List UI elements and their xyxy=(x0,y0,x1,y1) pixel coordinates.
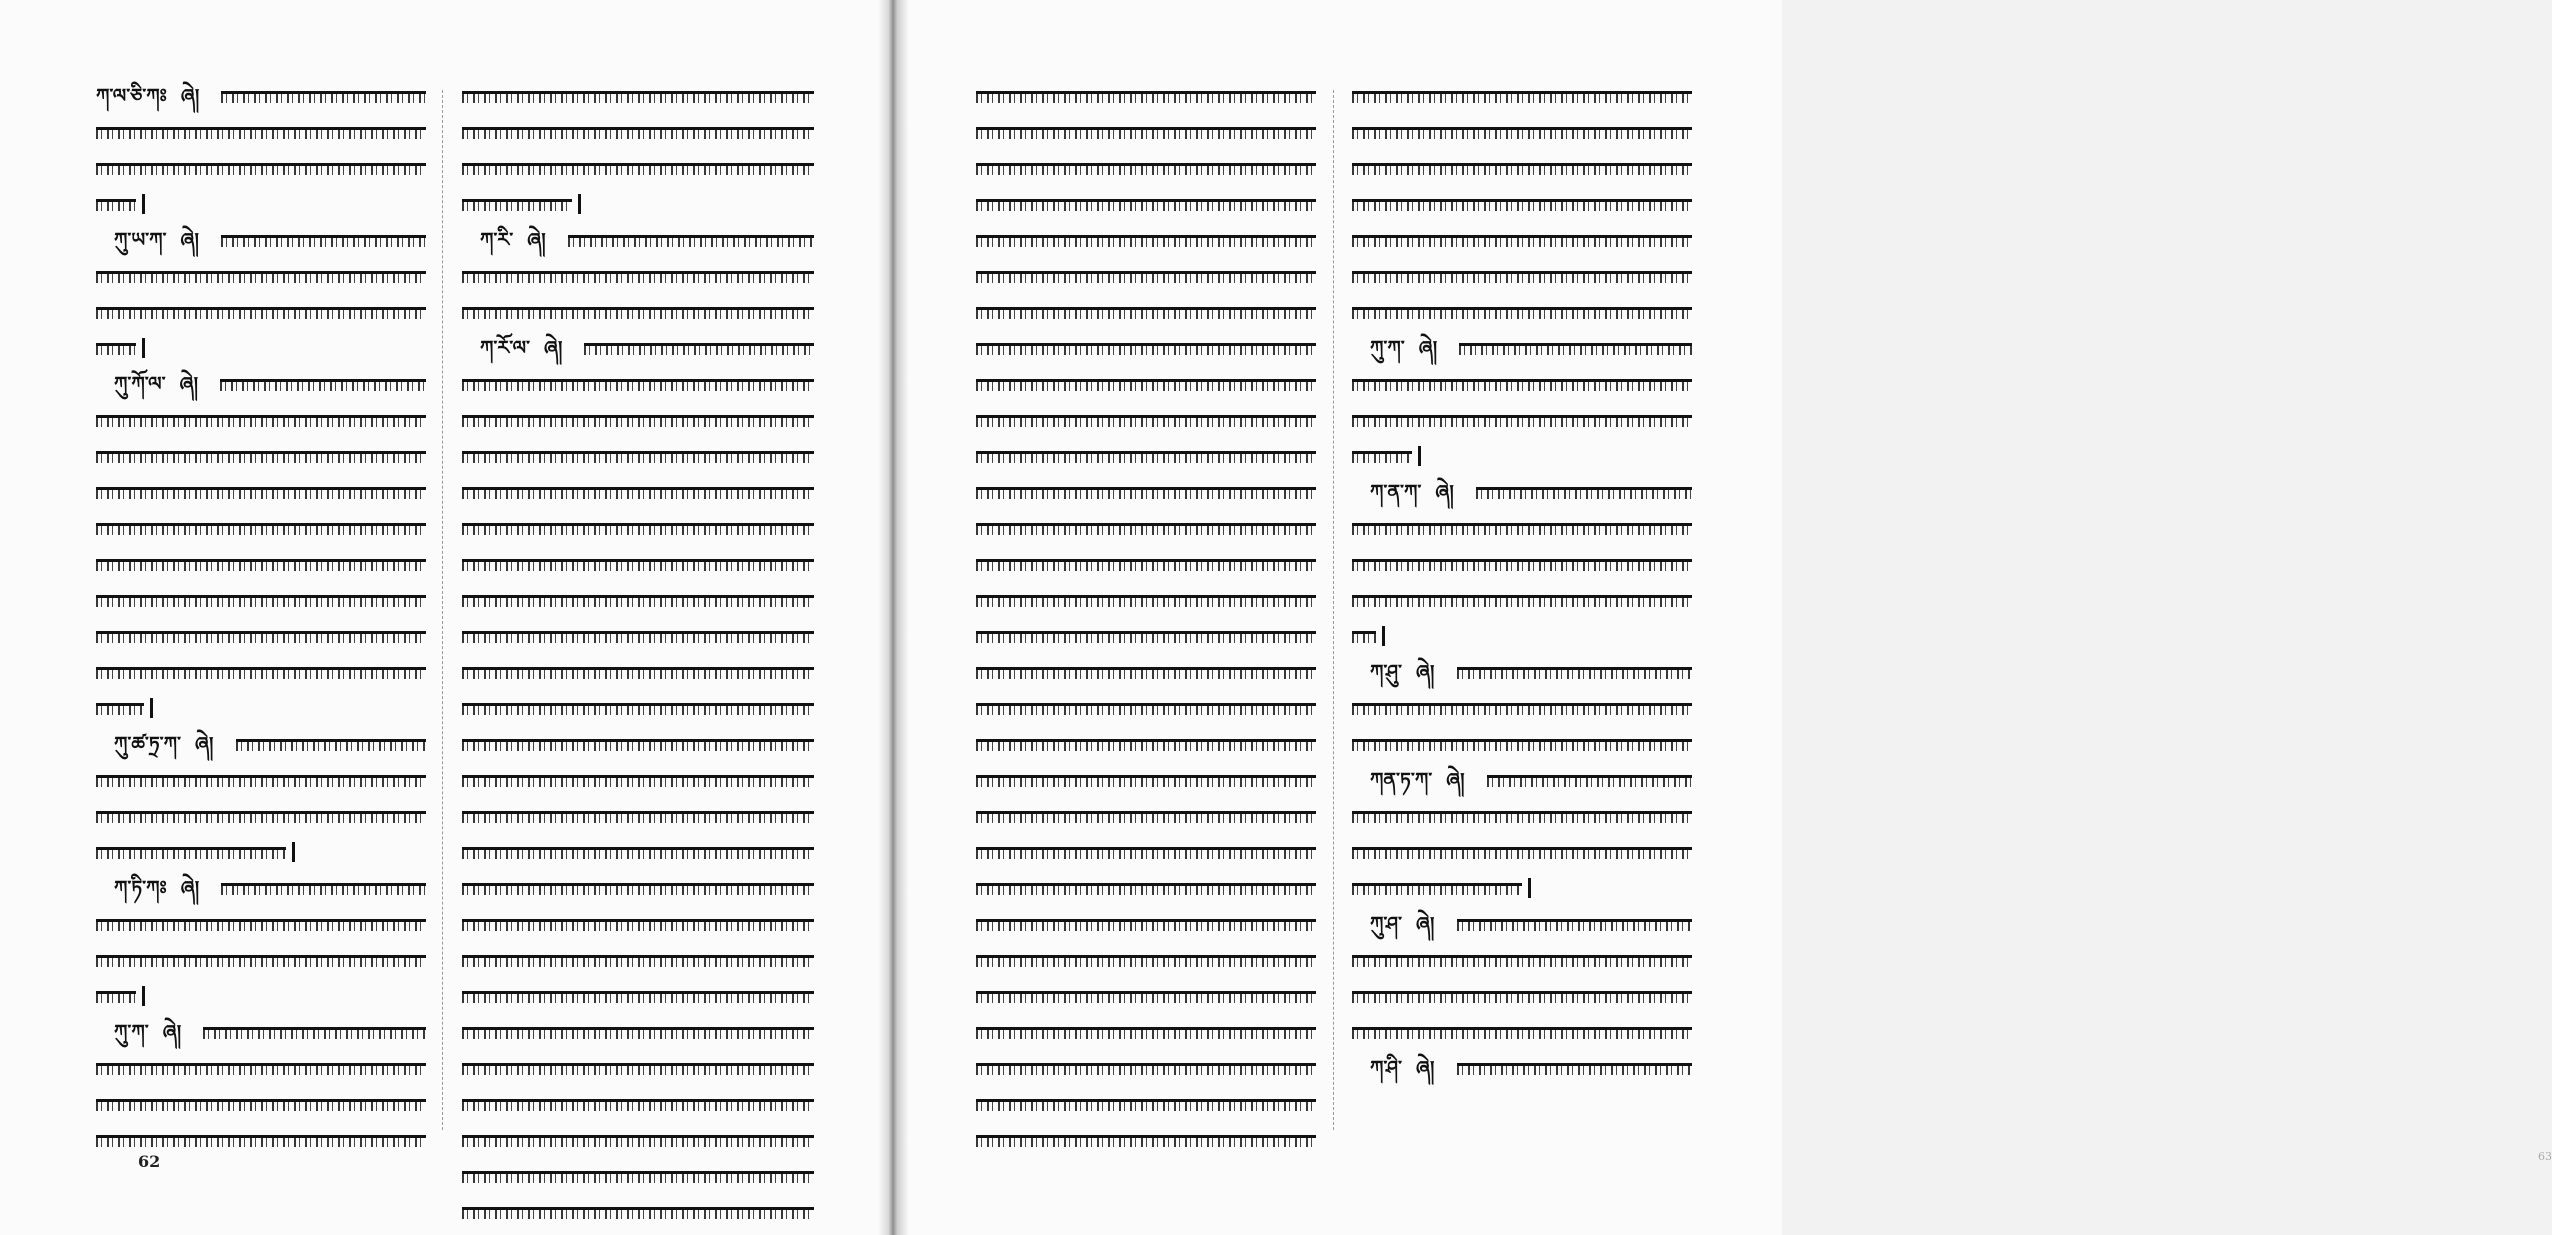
tibetan-text-line xyxy=(1457,663,1693,681)
tibetan-text-line xyxy=(96,1059,426,1077)
entry-marker: ཞེ། xyxy=(179,372,199,396)
tibetan-text-line xyxy=(1352,807,1692,825)
tibetan-text-line xyxy=(976,1095,1316,1113)
tibetan-text-line xyxy=(96,411,426,429)
entry-headword: ཀ་ན་ཀ་ xyxy=(1370,481,1422,503)
tibetan-text-line xyxy=(96,843,286,861)
tibetan-text-line xyxy=(462,699,814,717)
tibetan-text-line xyxy=(96,483,426,501)
tibetan-text-line xyxy=(462,879,814,897)
entry-headword: ཀུ་ཚ་ཏྲ་ཀ་ xyxy=(114,733,182,755)
book-gutter xyxy=(878,0,908,1235)
tibetan-text-line xyxy=(976,483,1316,501)
tibetan-text-line xyxy=(1352,231,1692,249)
tibetan-text-line xyxy=(1352,123,1692,141)
entry-marker: ཞེ། xyxy=(1435,480,1454,504)
tibetan-text-line xyxy=(96,627,426,645)
tibetan-text-line xyxy=(976,123,1316,141)
entry-line xyxy=(462,330,814,366)
tibetan-text-line xyxy=(462,771,814,789)
tibetan-text-line xyxy=(1352,555,1692,573)
entry-marker: ཞེ། xyxy=(180,84,200,108)
column-divider xyxy=(1333,90,1334,1130)
tibetan-text-line xyxy=(96,771,426,789)
tibetan-text-line xyxy=(96,519,426,537)
tibetan-text-line xyxy=(462,951,814,969)
entry-line xyxy=(96,222,426,258)
entry-headword: ཀུ་ཀ་ xyxy=(1370,337,1405,359)
tibetan-text-line xyxy=(976,267,1316,285)
tibetan-text-line xyxy=(976,699,1316,717)
entry-marker: ཞེ། xyxy=(527,228,546,252)
entry-headword: ཀུ་ཤ་ xyxy=(1370,913,1403,935)
tibetan-text-line xyxy=(462,267,814,285)
entry-line xyxy=(1352,330,1692,366)
tibetan-text-line xyxy=(462,1167,814,1185)
tibetan-text-line xyxy=(1476,483,1692,501)
tibetan-text-line xyxy=(221,87,426,105)
tibetan-text-line xyxy=(1457,915,1693,933)
tibetan-text-line xyxy=(462,735,814,753)
tibetan-text-line xyxy=(976,447,1316,465)
tibetan-text-line xyxy=(96,915,426,933)
tibetan-text-line xyxy=(1352,951,1692,969)
tibetan-text-line xyxy=(462,483,814,501)
tibetan-text-line xyxy=(584,339,814,357)
tibetan-text-line xyxy=(462,1203,814,1221)
entry-headword: ཀ་ལ་ཅི་ཀཿ xyxy=(96,85,167,107)
entry-marker: ཞེ། xyxy=(1418,336,1438,360)
tibetan-text-line xyxy=(976,627,1316,645)
left-column-a xyxy=(96,78,426,1158)
tibetan-text-line xyxy=(1352,447,1412,465)
tibetan-text-line xyxy=(976,663,1316,681)
tibetan-text-line xyxy=(976,591,1316,609)
tibetan-text-line xyxy=(96,663,426,681)
tibetan-text-line xyxy=(462,1059,814,1077)
page-number: 63 xyxy=(2538,1150,2552,1163)
entry-line xyxy=(1352,1050,1692,1086)
tibetan-text-line xyxy=(976,231,1316,249)
tibetan-text-line xyxy=(976,843,1316,861)
tibetan-text-line xyxy=(221,879,426,897)
tibetan-text-line xyxy=(462,195,572,213)
tibetan-text-line xyxy=(96,951,426,969)
tibetan-text-line xyxy=(976,987,1316,1005)
tibetan-text-line xyxy=(1352,267,1692,285)
tibetan-text-line xyxy=(1352,843,1692,861)
tibetan-text-line xyxy=(976,771,1316,789)
entry-headword: ཀུ་ཡ་ཀ་ xyxy=(114,229,167,251)
tibetan-text-line xyxy=(976,339,1316,357)
tibetan-text-line xyxy=(1352,735,1692,753)
tibetan-text-line xyxy=(96,447,426,465)
tibetan-text-line xyxy=(96,267,426,285)
tibetan-text-line xyxy=(1352,87,1692,105)
tibetan-text-line xyxy=(976,195,1316,213)
entry-marker: ཞེ། xyxy=(195,732,214,756)
tibetan-text-line xyxy=(976,375,1316,393)
tibetan-text-line xyxy=(462,447,814,465)
tibetan-text-line xyxy=(568,231,814,249)
entry-marker: ཞེ། xyxy=(162,1020,182,1044)
tibetan-text-line xyxy=(462,843,814,861)
tibetan-text-line xyxy=(96,1095,426,1113)
tibetan-text-line xyxy=(96,339,136,357)
tibetan-text-line xyxy=(1352,411,1692,429)
tibetan-text-line xyxy=(96,123,426,141)
tibetan-text-line xyxy=(976,519,1316,537)
left-column-b xyxy=(462,78,814,1158)
tibetan-text-line xyxy=(1352,699,1692,717)
entry-marker: ཞེ། xyxy=(544,336,563,360)
tibetan-text-line xyxy=(462,411,814,429)
tibetan-text-line xyxy=(1459,339,1692,357)
entry-headword: ཀ་རོ་ལ་ xyxy=(480,337,531,359)
tibetan-text-line xyxy=(462,591,814,609)
entry-line xyxy=(96,78,426,114)
tibetan-text-line xyxy=(1352,1023,1692,1041)
tibetan-text-line xyxy=(462,627,814,645)
entry-line xyxy=(462,222,814,258)
tibetan-text-line xyxy=(1352,195,1692,213)
entry-line xyxy=(1352,762,1692,798)
entry-marker: ཞེ། xyxy=(1446,768,1465,792)
tibetan-text-line xyxy=(96,987,136,1005)
tibetan-text-line xyxy=(976,411,1316,429)
tibetan-text-line xyxy=(221,231,426,249)
tibetan-text-line xyxy=(976,159,1316,177)
entry-line xyxy=(1352,474,1692,510)
tibetan-text-line xyxy=(976,951,1316,969)
tibetan-text-line xyxy=(1352,375,1692,393)
tibetan-text-line xyxy=(976,303,1316,321)
tibetan-text-line xyxy=(976,879,1316,897)
right-column-b xyxy=(1352,78,1692,1158)
column-divider xyxy=(442,90,443,1130)
tibetan-text-line xyxy=(462,87,814,105)
tibetan-text-line xyxy=(976,1023,1316,1041)
tibetan-text-line xyxy=(96,807,426,825)
entry-line xyxy=(96,726,426,762)
entry-marker: ཞེ། xyxy=(1416,1056,1435,1080)
tibetan-text-line xyxy=(462,1095,814,1113)
tibetan-text-line xyxy=(976,735,1316,753)
tibetan-text-line xyxy=(976,87,1316,105)
entry-marker: ཞེ། xyxy=(1416,912,1435,936)
tibetan-text-line xyxy=(462,663,814,681)
tibetan-text-line xyxy=(976,915,1316,933)
entry-line xyxy=(96,366,426,402)
entry-headword: ཀན་ཏ་ཀ་ xyxy=(1370,769,1433,791)
tibetan-text-line xyxy=(220,375,426,393)
entry-headword: ཀ་ཤི་ xyxy=(1370,1057,1403,1079)
tibetan-text-line xyxy=(976,555,1316,573)
entry-marker: ཞེ། xyxy=(1416,660,1435,684)
tibetan-text-line xyxy=(976,807,1316,825)
tibetan-text-line xyxy=(203,1023,426,1041)
tibetan-text-line xyxy=(462,303,814,321)
entry-headword: ཀུ་ཀོ་ལ་ xyxy=(114,373,166,395)
tibetan-text-line xyxy=(1352,627,1376,645)
tibetan-text-line xyxy=(1352,591,1692,609)
tibetan-text-line xyxy=(1352,879,1522,897)
tibetan-text-line xyxy=(462,1023,814,1041)
tibetan-text-line xyxy=(462,555,814,573)
tibetan-text-line xyxy=(462,915,814,933)
tibetan-text-line xyxy=(96,1131,426,1149)
entry-line xyxy=(1352,654,1692,690)
tibetan-text-line xyxy=(236,735,427,753)
tibetan-text-line xyxy=(1487,771,1692,789)
tibetan-text-line xyxy=(462,987,814,1005)
tibetan-text-line xyxy=(462,519,814,537)
tibetan-text-line xyxy=(96,303,426,321)
tibetan-text-line xyxy=(96,555,426,573)
tibetan-text-line xyxy=(96,195,136,213)
tibetan-text-line xyxy=(976,1131,1316,1149)
tibetan-text-line xyxy=(1352,159,1692,177)
entry-headword: ཀུ་ཀ་ xyxy=(114,1021,149,1043)
entry-headword: ཀ་ཤུ་ xyxy=(1370,661,1403,683)
left-page xyxy=(0,0,878,1235)
tibetan-text-line xyxy=(96,591,426,609)
tibetan-text-line xyxy=(462,159,814,177)
entry-line xyxy=(96,870,426,906)
tibetan-text-line xyxy=(462,1131,814,1149)
entry-line xyxy=(1352,906,1692,942)
entry-headword: ཀ་རི་ xyxy=(480,229,514,251)
right-page xyxy=(908,0,2552,1235)
tibetan-text-line xyxy=(96,699,144,717)
entry-headword: ཀ་ཏི་ཀཿ xyxy=(114,877,167,899)
entry-marker: ཞེ། xyxy=(180,228,199,252)
page-number: 62 xyxy=(138,1152,161,1171)
entry-marker: ཞེ། xyxy=(180,876,200,900)
tibetan-text-line xyxy=(462,375,814,393)
tibetan-text-line xyxy=(462,123,814,141)
tibetan-text-line xyxy=(462,807,814,825)
entry-line xyxy=(96,1014,426,1050)
tibetan-text-line xyxy=(1352,519,1692,537)
tibetan-text-line xyxy=(1352,987,1692,1005)
tibetan-text-line xyxy=(96,159,426,177)
right-column-a xyxy=(976,78,1316,1158)
tibetan-text-line xyxy=(976,1059,1316,1077)
tibetan-text-line xyxy=(1457,1059,1693,1077)
tibetan-text-line xyxy=(1352,303,1692,321)
